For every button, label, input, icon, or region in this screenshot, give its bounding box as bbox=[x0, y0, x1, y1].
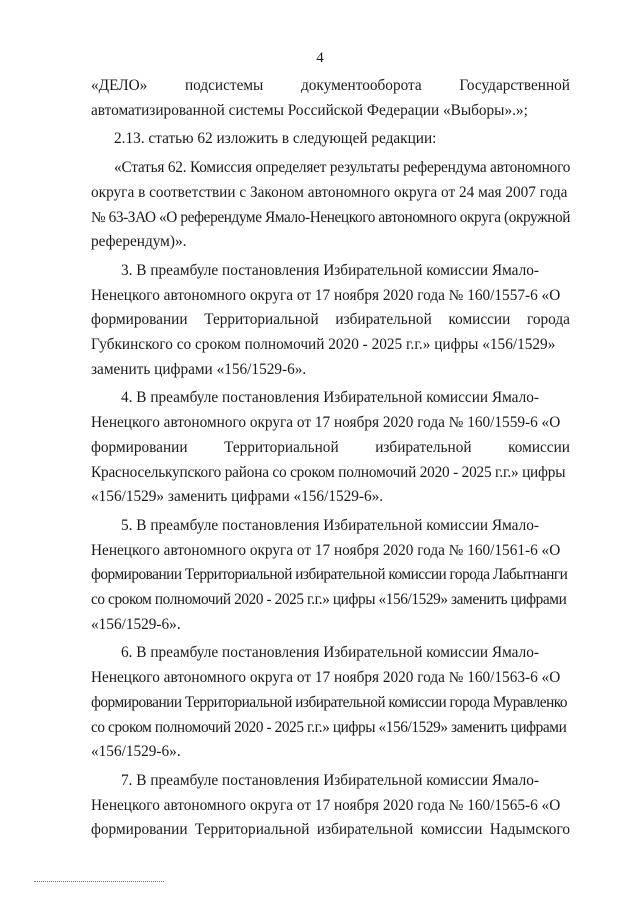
text-word: формировании bbox=[91, 821, 188, 839]
paragraph-line: «156/1529» заменить цифрами «156/1529-6». bbox=[91, 488, 384, 506]
paragraph-line: 5. В преамбуле постановления Избирательной комиссии Ямало- bbox=[121, 516, 539, 534]
text-word: комиссии bbox=[508, 438, 570, 456]
paragraph-line: со сроком полномочий 2020 - 2025 г.г.» цифры «156/1529» заменить цифрами bbox=[91, 591, 567, 609]
paragraph-line: 4. В преамбуле постановления Избирательной комиссии Ямало- bbox=[121, 389, 539, 407]
paragraph-line: заменить цифрами «156/1529-6». bbox=[91, 360, 307, 378]
text-word: комиссии bbox=[448, 311, 511, 329]
text-word: избирательной bbox=[335, 311, 432, 329]
text-word: подсистемы bbox=[184, 77, 264, 94]
paragraph-line: 2.13. статью 62 изложить в следующей редакции: bbox=[114, 130, 437, 148]
document-body bbox=[91, 74, 570, 843]
paragraph-line: Ненецкого автономного округа от 17 ноября 2020 года № 160/1561-6 «О bbox=[91, 541, 561, 559]
text-word: Территориальной bbox=[194, 821, 310, 839]
text-word: избирательной bbox=[316, 821, 414, 839]
paragraph-line: «156/1529-6». bbox=[91, 615, 181, 633]
text-word: Территориальной bbox=[204, 311, 319, 329]
paragraph-line: формировании Территориальной избирательной комиссии города Муравленко bbox=[91, 693, 568, 711]
footer-divider bbox=[34, 881, 164, 882]
page-number: 4 bbox=[316, 50, 324, 66]
paragraph-line: 6. В преамбуле постановления Избирательной комиссии Ямало- bbox=[121, 644, 539, 662]
text-word: избирательной bbox=[375, 438, 472, 456]
paragraph-line: Красноселькупского района со сроком полномочий 2020 - 2025 г.г.» цифры bbox=[91, 463, 566, 481]
paragraph-line: Губкинского со сроком полномочий 2020 - 2025 г.г.» цифры «156/1529» bbox=[91, 336, 556, 354]
text-word: Территориальной bbox=[224, 438, 339, 456]
paragraph-line: округа в соответствии с Законом автономного округа от 24 мая 2007 года bbox=[91, 183, 568, 201]
text-word: формировании bbox=[91, 438, 188, 456]
text-word: комиссии bbox=[420, 821, 483, 839]
paragraph-line: 7. В преамбуле постановления Избирательной комиссии Ямало- bbox=[121, 771, 539, 789]
text-word: формировании bbox=[91, 311, 188, 329]
text-word: Надымского bbox=[489, 821, 570, 839]
paragraph-line bbox=[91, 308, 570, 333]
paragraph-line: Ненецкого автономного округа от 17 ноября 2020 года № 160/1559-6 «О bbox=[91, 414, 561, 432]
paragraph-line bbox=[91, 818, 570, 843]
paragraph-line: № 63-ЗАО «О референдуме Ямало-Ненецкого автономного округа (окружной bbox=[91, 208, 571, 226]
paragraph-line: «156/1529-6». bbox=[91, 743, 181, 761]
paragraph-line: со сроком полномочий 2020 - 2025 г.г.» цифры «156/1529» заменить цифрами bbox=[91, 718, 567, 736]
text-word: Государственной bbox=[459, 77, 570, 94]
paragraph-line: Ненецкого автономного округа от 17 ноября 2020 года № 160/1563-6 «О bbox=[91, 669, 561, 687]
paragraph-line bbox=[91, 74, 570, 99]
paragraph-line: 3. В преамбуле постановления Избирательной комиссии Ямало- bbox=[121, 261, 539, 279]
text-word: документооборота bbox=[300, 77, 422, 94]
paragraph-line: «Статья 62. Комиссия определяет результаты референдума автономного bbox=[114, 159, 571, 177]
paragraph-line: формировании Территориальной избирательной комиссии города Лабытнанги bbox=[91, 566, 568, 584]
paragraph-line: Ненецкого автономного округа от 17 ноября 2020 года № 160/1557-6 «О bbox=[91, 286, 561, 304]
paragraph-line bbox=[91, 436, 570, 461]
text-word: «ДЕЛО» bbox=[91, 77, 148, 94]
paragraph-line: автоматизированной системы Российской Федерации «Выборы».»; bbox=[91, 101, 528, 119]
text-word: города bbox=[526, 311, 570, 329]
paragraph-line: референдум)». bbox=[91, 233, 187, 251]
paragraph-line: Ненецкого автономного округа от 17 ноября 2020 года № 160/1565-6 «О bbox=[91, 796, 561, 814]
